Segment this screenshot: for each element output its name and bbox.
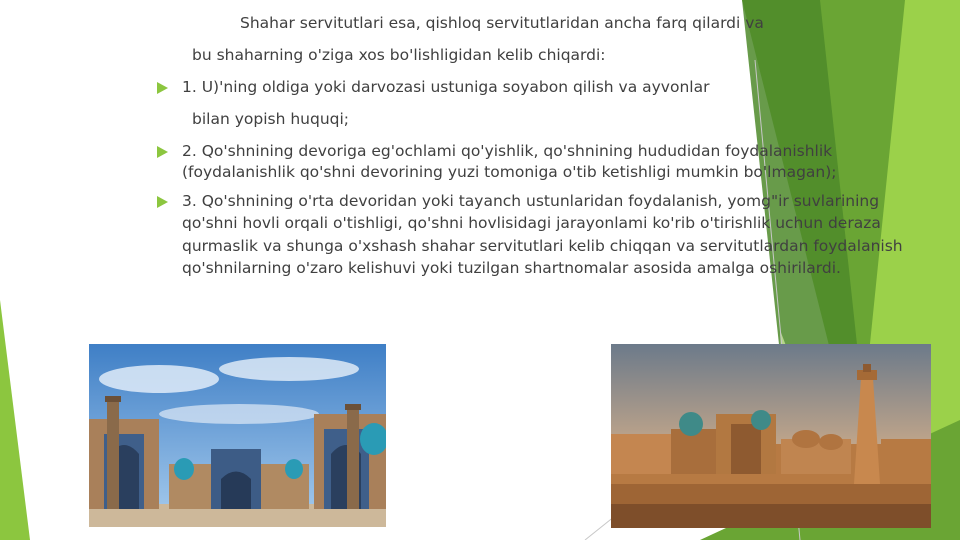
intro-line-2: bu shaharning o'ziga xos bo'lishligidan kelib chiqardi: [192, 46, 606, 64]
bullet-1 [157, 82, 168, 94]
bukhara-photo [611, 344, 931, 528]
item-2-line-2: (foydalanishlik qo'shni devorining yuzi tomoniga o'tib ketishligi mumkin bo'lmagan); [182, 163, 837, 181]
item-2-line-1: 2. Qo'shnining devoriga eg'ochlami qo'yishlik, qo'shnining hududidan foydalanishlik [182, 142, 833, 160]
item-3-line-3: qurmaslik va shunga o'xshash shahar servitutlari kelib chiqqan va servitutlardan foydalanish [182, 237, 903, 255]
item-1-line-2: bilan yopish huquqi; [192, 110, 350, 128]
registan-photo [89, 344, 386, 527]
item-3-line-1: 3. Qo'shnining o'rta devoridan yoki tayanch ustunlaridan foydalanish, yomg"ir suvlarining [182, 192, 880, 210]
intro-line-1: Shahar servitutlari esa, qishloq servitutlaridan ancha farq qilardi va [240, 14, 764, 32]
item-3-line-4: qo'shnilarning o'zaro kelishuvi yoki tuzilgan shartnomalar asosida amalga oshirilardi. [182, 259, 841, 277]
bullet-2 [157, 146, 168, 158]
item-3-line-2: qo'shni hovli orqali o'tishligi, qo'shni hovlisidagi jarayonlami ko'rib o'tirishlik uchun deraza [182, 214, 881, 232]
item-1-line-1: 1. U)'ning oldiga yoki darvozasi ustuniga soyabon qilish va ayvonlar [182, 78, 710, 96]
bullet-3 [157, 196, 168, 208]
